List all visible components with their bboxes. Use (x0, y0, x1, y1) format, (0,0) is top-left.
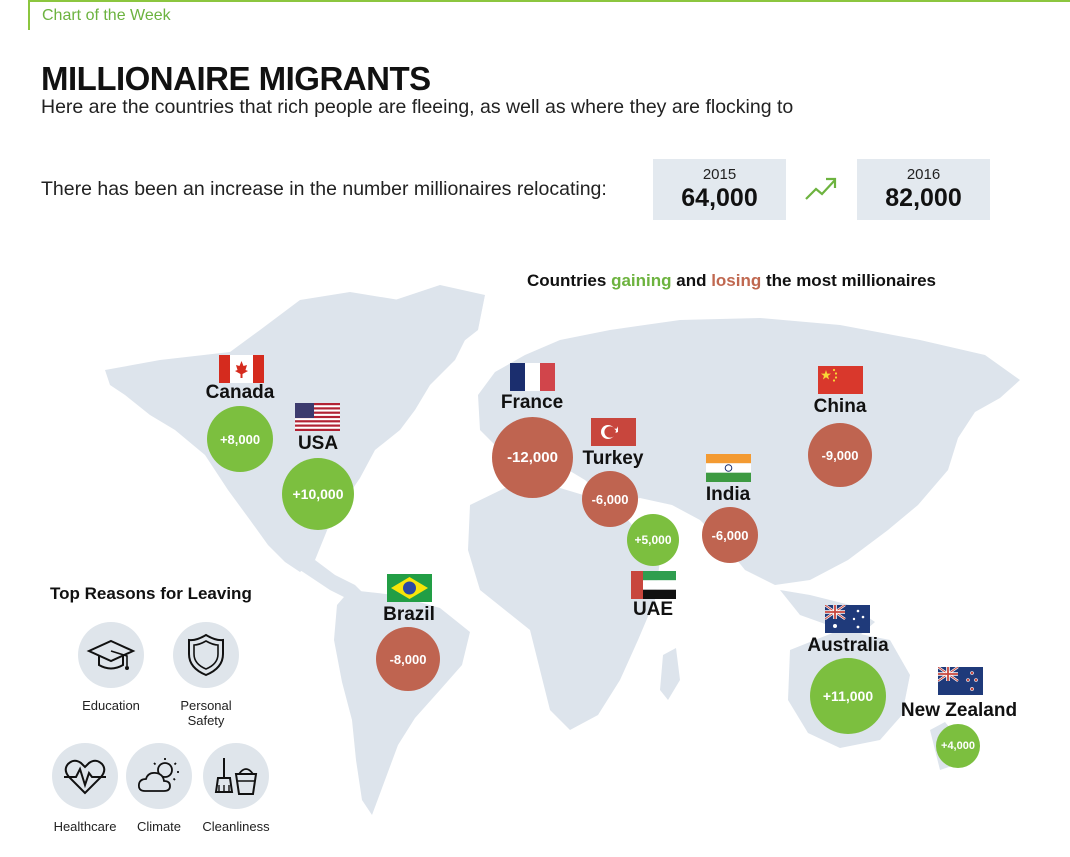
reason-healthcare (45, 743, 125, 834)
bubble-label-china: -9,000 (821, 447, 859, 463)
country-name-india: India (705, 484, 751, 505)
shield-icon (186, 632, 226, 678)
bubble-new-zealand (936, 724, 980, 768)
map-heading-part2: and (671, 271, 712, 290)
bubble-label-turkey: -6,000 (591, 491, 629, 507)
map-heading-gaining: gaining (611, 271, 672, 290)
year-label-2016: 2016 (906, 166, 941, 183)
year-value-2016: 82,000 (885, 184, 962, 212)
map-heading (527, 271, 936, 291)
australia-flag-icon (825, 605, 870, 633)
bubble-china (808, 423, 872, 487)
heartbeat-icon (61, 755, 109, 797)
usa-flag-icon (295, 403, 340, 431)
bubble-label-australia: +11,000 (822, 688, 874, 704)
kicker: Chart of the Week (42, 7, 171, 24)
reason-climate (126, 743, 192, 834)
bubble-label-brazil: -8,000 (389, 651, 427, 667)
reason-cleanliness (196, 743, 276, 834)
map-heading-part3: the most millionaires (761, 271, 937, 290)
reason-personal-safety (166, 622, 246, 728)
bubble-label-india: -6,000 (711, 527, 749, 543)
year-value-2015: 64,000 (681, 184, 758, 212)
cleaning-bucket-icon (212, 754, 260, 798)
bubble-india (702, 507, 758, 563)
country-name-france: France (500, 392, 564, 413)
turkey-flag-icon (591, 418, 636, 446)
country-name-canada: Canada (205, 382, 275, 403)
country-name-brazil: Brazil (383, 604, 435, 625)
country-name-china: China (813, 396, 867, 417)
page-subtitle: Here are the countries that rich people are fleeing, as well as where they are flocking to (41, 96, 794, 118)
sun-cloud-icon (135, 755, 183, 797)
land-madagascar (660, 648, 680, 700)
country-name-australia: Australia (807, 635, 889, 656)
country-name-turkey: Turkey (582, 448, 644, 469)
reason-label-healthcare: Healthcare (53, 819, 117, 834)
bubble-canada (207, 406, 273, 472)
china-flag-icon (818, 366, 863, 394)
uae-flag-icon (631, 571, 676, 599)
country-name-usa: USA (297, 433, 339, 454)
canada-flag-icon (219, 355, 264, 383)
reason-label-climate: Climate (136, 819, 182, 834)
reasons-title: Top Reasons for Leaving (50, 584, 252, 603)
year-label-2015: 2015 (702, 166, 737, 183)
reason-label-education: Education (82, 698, 140, 713)
reason-circle-personal-safety (173, 622, 239, 688)
bubble-turkey (582, 471, 638, 527)
graduation-cap-icon (86, 635, 136, 675)
land-north-america (105, 292, 470, 572)
reason-label-personal-safety: Personal Safety (180, 698, 232, 728)
brazil-flag-icon (387, 574, 432, 602)
reason-education (71, 622, 151, 713)
map-heading-part1: Countries (527, 271, 612, 290)
reason-label-cleanliness: Cleanliness (202, 819, 270, 834)
france-flag-icon (510, 363, 555, 391)
increase-text: There has been an increase in the number millionaires relocating: (41, 178, 607, 200)
page-title: MILLIONAIRE MIGRANTS (41, 60, 431, 97)
reason-circle-healthcare (52, 743, 118, 809)
country-name-uae: UAE (632, 599, 674, 620)
country-name-new-zealand: New Zealand (900, 700, 1018, 721)
bubble-brazil (376, 627, 440, 691)
bubble-france (492, 417, 573, 498)
bubble-label-usa: +10,000 (292, 486, 344, 502)
reason-circle-cleanliness (203, 743, 269, 809)
reason-circle-climate (126, 743, 192, 809)
bubble-usa (282, 458, 354, 530)
bubble-label-france: -12,000 (507, 449, 558, 466)
bubble-label-uae: +5,000 (634, 533, 672, 547)
bubble-label-new-zealand: +4,000 (941, 740, 975, 752)
bubble-australia (810, 658, 886, 734)
bubble-label-canada: +8,000 (219, 431, 261, 447)
new-zealand-flag-icon (938, 667, 983, 695)
bubble-uae (627, 514, 679, 566)
reason-circle-education (78, 622, 144, 688)
india-flag-icon (706, 454, 751, 482)
map-heading-losing: losing (711, 271, 762, 290)
